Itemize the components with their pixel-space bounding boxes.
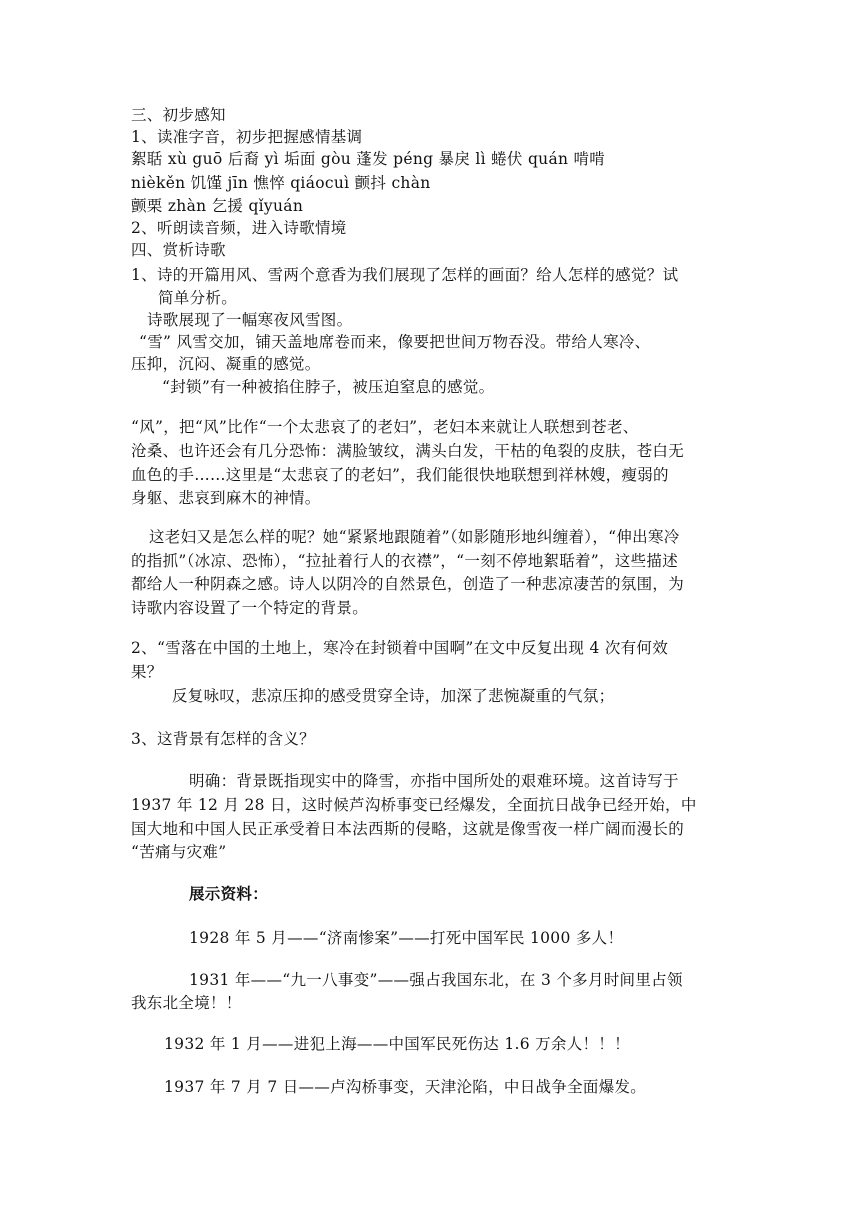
paragraph-line: 的指抓”（冰凉、恐怖），“拉扯着行人的衣襟”，“一刻不停地絮聒着”，这些描述 [131, 552, 679, 570]
answer-text: “雪” 风雪交加，铺天盖地席卷而来，像要把世间万物吞没。带给人寒冷、 [139, 333, 651, 351]
section-heading: 四、赏析诗歌 [131, 241, 226, 259]
answer-text: 诗歌展现了一幅寒夜风雪图。 [147, 311, 353, 329]
materials-heading: 展示资料： [189, 884, 269, 903]
paragraph-line: “风”，把“风”比作“一个太悲哀了的老妇”，老妇本来就让人联想到苍老、 [131, 418, 639, 436]
answer-text: “封锁”有一种被掐住脖子，被压迫窒息的感觉。 [162, 378, 495, 396]
paragraph-line: 国大地和中国人民正承受着日本法西斯的侵略，这就是像雪夜一样广阔而漫长的 [131, 820, 685, 838]
paragraph-line: 血色的手……这里是“太悲哀了的老妇”，我们能很快地联想到祥林嫂，瘦弱的 [131, 466, 669, 484]
question-text: 果？ [131, 663, 163, 681]
pinyin-line: 颤栗 zhàn 乞援 qǐyuán [131, 197, 304, 215]
paragraph-line: 沧桑、也许还会有几分恐怖：满脸皱纹，满头白发，干枯的龟裂的皮肤，苍白无 [131, 442, 685, 460]
paragraph-line: 明确：背景既指现实中的降雪，亦指中国所处的艰难环境。这首诗写于 [189, 772, 679, 790]
question-text: 1、诗的开篇用风、雪两个意香为我们展现了怎样的画面？给人怎样的感觉？试 [131, 266, 679, 284]
paragraph-line: 都给人一种阴森之感。诗人以阴冷的自然景色，创造了一种悲凉凄苦的氛围，为 [131, 575, 685, 593]
question-text: 简单分析。 [158, 289, 238, 307]
timeline-item: 我东北全境！！ [131, 994, 242, 1012]
paragraph-line: 诗歌内容设置了一个特定的背景。 [131, 599, 369, 617]
timeline-item: 1932 年 1 月——进犯上海——中国军民死伤达 1.6 万余人！！！ [164, 1035, 630, 1053]
timeline-item: 1928 年 5 月——“济南惨案”——打死中国军民 1000 多人！ [189, 929, 624, 947]
timeline-item: 1937 年 7 月 7 日——卢沟桥事变，天津沦陷，中日战争全面爆发。 [164, 1078, 647, 1096]
paragraph-line: “苦痛与灾难” [131, 843, 227, 861]
paragraph-line: 这老妇又是怎么样的呢？她“紧紧地跟随着”（如影随形地纠缠着），“伸出寒冷 [149, 528, 680, 546]
pinyin-line: 絮聒 xù guō 后裔 yì 垢面 gòu 蓬发 péng 暴戾 lì 蜷伏 quán 啃啃 [131, 150, 606, 168]
item-heading: 1、读准字音，初步把握感情基调 [131, 128, 363, 146]
paragraph-line: 1937 年 12 月 28 日，这时候芦沟桥事变已经爆发，全面抗日战争已经开始，中 [131, 796, 697, 814]
answer-text: 压抑，沉闷、凝重的感觉。 [131, 355, 321, 373]
section-heading: 三、初步感知 [131, 106, 226, 124]
question-text: 2、“雪落在中国的土地上，寒冷在封锁着中国啊”在文中反复出现 4 次有何效 [131, 639, 669, 657]
answer-text: 反复咏叹，悲凉压抑的感受贯穿全诗，加深了悲惋凝重的气氛； [172, 687, 615, 705]
question-text: 3、这背景有怎样的含义？ [131, 730, 315, 748]
timeline-item: 1931 年——“九一八事变”——强占我国东北，在 3 个多月时间里占领 [189, 971, 683, 989]
item-heading: 2、听朗读音频，进入诗歌情境 [131, 219, 347, 237]
paragraph-line: 身躯、悲哀到麻木的神情。 [131, 489, 321, 507]
pinyin-line: nièkěn 饥馑 jīn 憔悴 qiáocuì 颤抖 chàn [131, 174, 431, 192]
